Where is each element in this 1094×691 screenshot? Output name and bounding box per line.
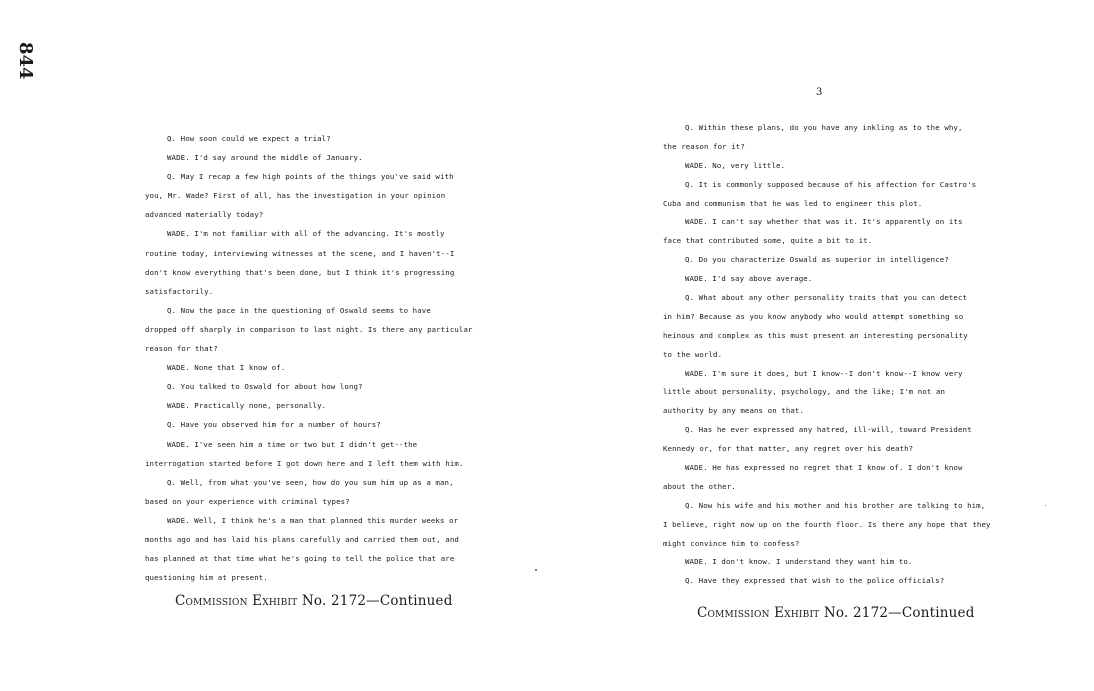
transcript-line: WADE. I can't say whether that was it. It's apparently on its bbox=[685, 217, 963, 227]
transcript-line: WADE. I'm not familiar with all of the advancing. It's mostly bbox=[167, 229, 445, 239]
transcript-line: Q. Do you characterize Oswald as superior in intelligence? bbox=[685, 255, 949, 265]
transcript-line: Q. May I recap a few high points of the things you've said with bbox=[167, 172, 454, 182]
transcript-line: Q. Have you observed him for a number of hours? bbox=[167, 420, 381, 430]
transcript-line: Q. What about any other personality traits that you can detect bbox=[685, 293, 968, 303]
transcript-line: WADE. I don't know. I understand they want him to. bbox=[685, 557, 913, 567]
transcript-line: WADE. I'm sure it does, but I know--I don't know--I know very bbox=[685, 368, 963, 378]
transcript-line: Cuba and communism that he was led to engineer this plot. bbox=[663, 198, 923, 208]
transcript-line: Kennedy or, for that matter, any regret over his death? bbox=[663, 444, 914, 454]
left-transcript bbox=[145, 129, 507, 587]
transcript-line: WADE. Practically none, personally. bbox=[167, 401, 327, 411]
transcript-line: has planned at that time what he's going to tell the police that are bbox=[145, 554, 455, 564]
transcript-line: WADE. I'd say above average. bbox=[685, 274, 813, 284]
caption-suffix: No. 2172—Continued bbox=[823, 605, 975, 621]
transcript-line: I believe, right now up on the fourth floor. Is there any hope that they bbox=[663, 519, 991, 529]
right-transcript bbox=[663, 119, 1015, 591]
transcript-line: Q. Now the pace in the questioning of Oswald seems to have bbox=[167, 305, 431, 315]
caption-prefix: Commission Exhibit bbox=[697, 605, 820, 621]
transcript-line: dropped off sharply in comparison to last night. Is there any particular bbox=[145, 324, 473, 334]
transcript-line: questioning him at present. bbox=[145, 573, 268, 583]
transcript-line: Q. Well, from what you've seen, how do you sum him up as a man, bbox=[167, 477, 454, 487]
transcript-line: WADE. Well, I think he's a man that planned this murder weeks or bbox=[167, 515, 459, 525]
transcript-line: interrogation started before I got down here and I left them with him. bbox=[145, 458, 464, 468]
transcript-line: authority by any means on that. bbox=[663, 406, 805, 416]
left-exhibit-caption bbox=[175, 593, 453, 609]
transcript-line: the reason for it? bbox=[663, 141, 745, 151]
transcript-line: WADE. I'd say around the middle of January. bbox=[167, 153, 363, 163]
transcript-line: satisfactorily. bbox=[145, 286, 214, 296]
transcript-line: advanced materially today? bbox=[145, 210, 264, 220]
transcript-line: to the world. bbox=[663, 349, 723, 359]
transcript-line: WADE. He has expressed no regret that I know of. I don't know bbox=[685, 463, 963, 473]
transcript-line: Q. Have they expressed that wish to the police officials? bbox=[685, 576, 945, 586]
transcript-line: you, Mr. Wade? First of all, has the investigation in your opinion bbox=[145, 191, 446, 201]
transcript-line: months ago and has laid his plans carefully and carried them out, and bbox=[145, 534, 459, 544]
right-exhibit-caption bbox=[697, 605, 975, 621]
caption-suffix: No. 2172—Continued bbox=[301, 593, 453, 609]
transcript-line: based on your experience with criminal types? bbox=[145, 496, 350, 506]
transcript-line: WADE. No, very little. bbox=[685, 160, 786, 170]
caption-prefix: Commission Exhibit bbox=[175, 593, 298, 609]
transcript-line: little about personality, psychology, and the like; I'm not an bbox=[663, 387, 946, 397]
transcript-line: heinous and complex as this must present an interesting personality bbox=[663, 330, 968, 340]
transcript-line: WADE. I've seen him a time or two but I didn't get--the bbox=[167, 439, 418, 449]
transcript-line: Q. Within these plans, do you have any inkling as to the why, bbox=[685, 123, 963, 132]
scan-speck bbox=[535, 569, 537, 571]
transcript-line: Q. How soon could we expect a trial? bbox=[167, 134, 331, 143]
transcript-line: might convince him to confess? bbox=[663, 538, 800, 548]
transcript-line: in him? Because as you know anybody who would attempt something so bbox=[663, 311, 964, 321]
transcript-line: about the other. bbox=[663, 481, 736, 491]
transcript-line: Q. Now his wife and his mother and his brother are talking to him, bbox=[685, 500, 986, 510]
transcript-line: Q. Has he ever expressed any hatred, ill-will, toward President bbox=[685, 425, 972, 435]
transcript-line: face that contributed some, quite a bit to it. bbox=[663, 236, 873, 246]
transcript-line: Q. You talked to Oswald for about how long? bbox=[167, 382, 363, 392]
left-page-number: 844 bbox=[15, 42, 36, 80]
right-page-number: 3 bbox=[816, 87, 823, 98]
transcript-line: Q. It is commonly supposed because of his affection for Castro's bbox=[685, 179, 977, 189]
scan-speck bbox=[1045, 505, 1046, 506]
transcript-line: reason for that? bbox=[145, 344, 218, 354]
transcript-line: WADE. None that I know of. bbox=[167, 363, 286, 373]
transcript-line: routine today, interviewing witnesses at the scene, and I haven't--I bbox=[145, 248, 455, 258]
transcript-line: don't know everything that's been done, but I think it's progressing bbox=[145, 267, 455, 277]
